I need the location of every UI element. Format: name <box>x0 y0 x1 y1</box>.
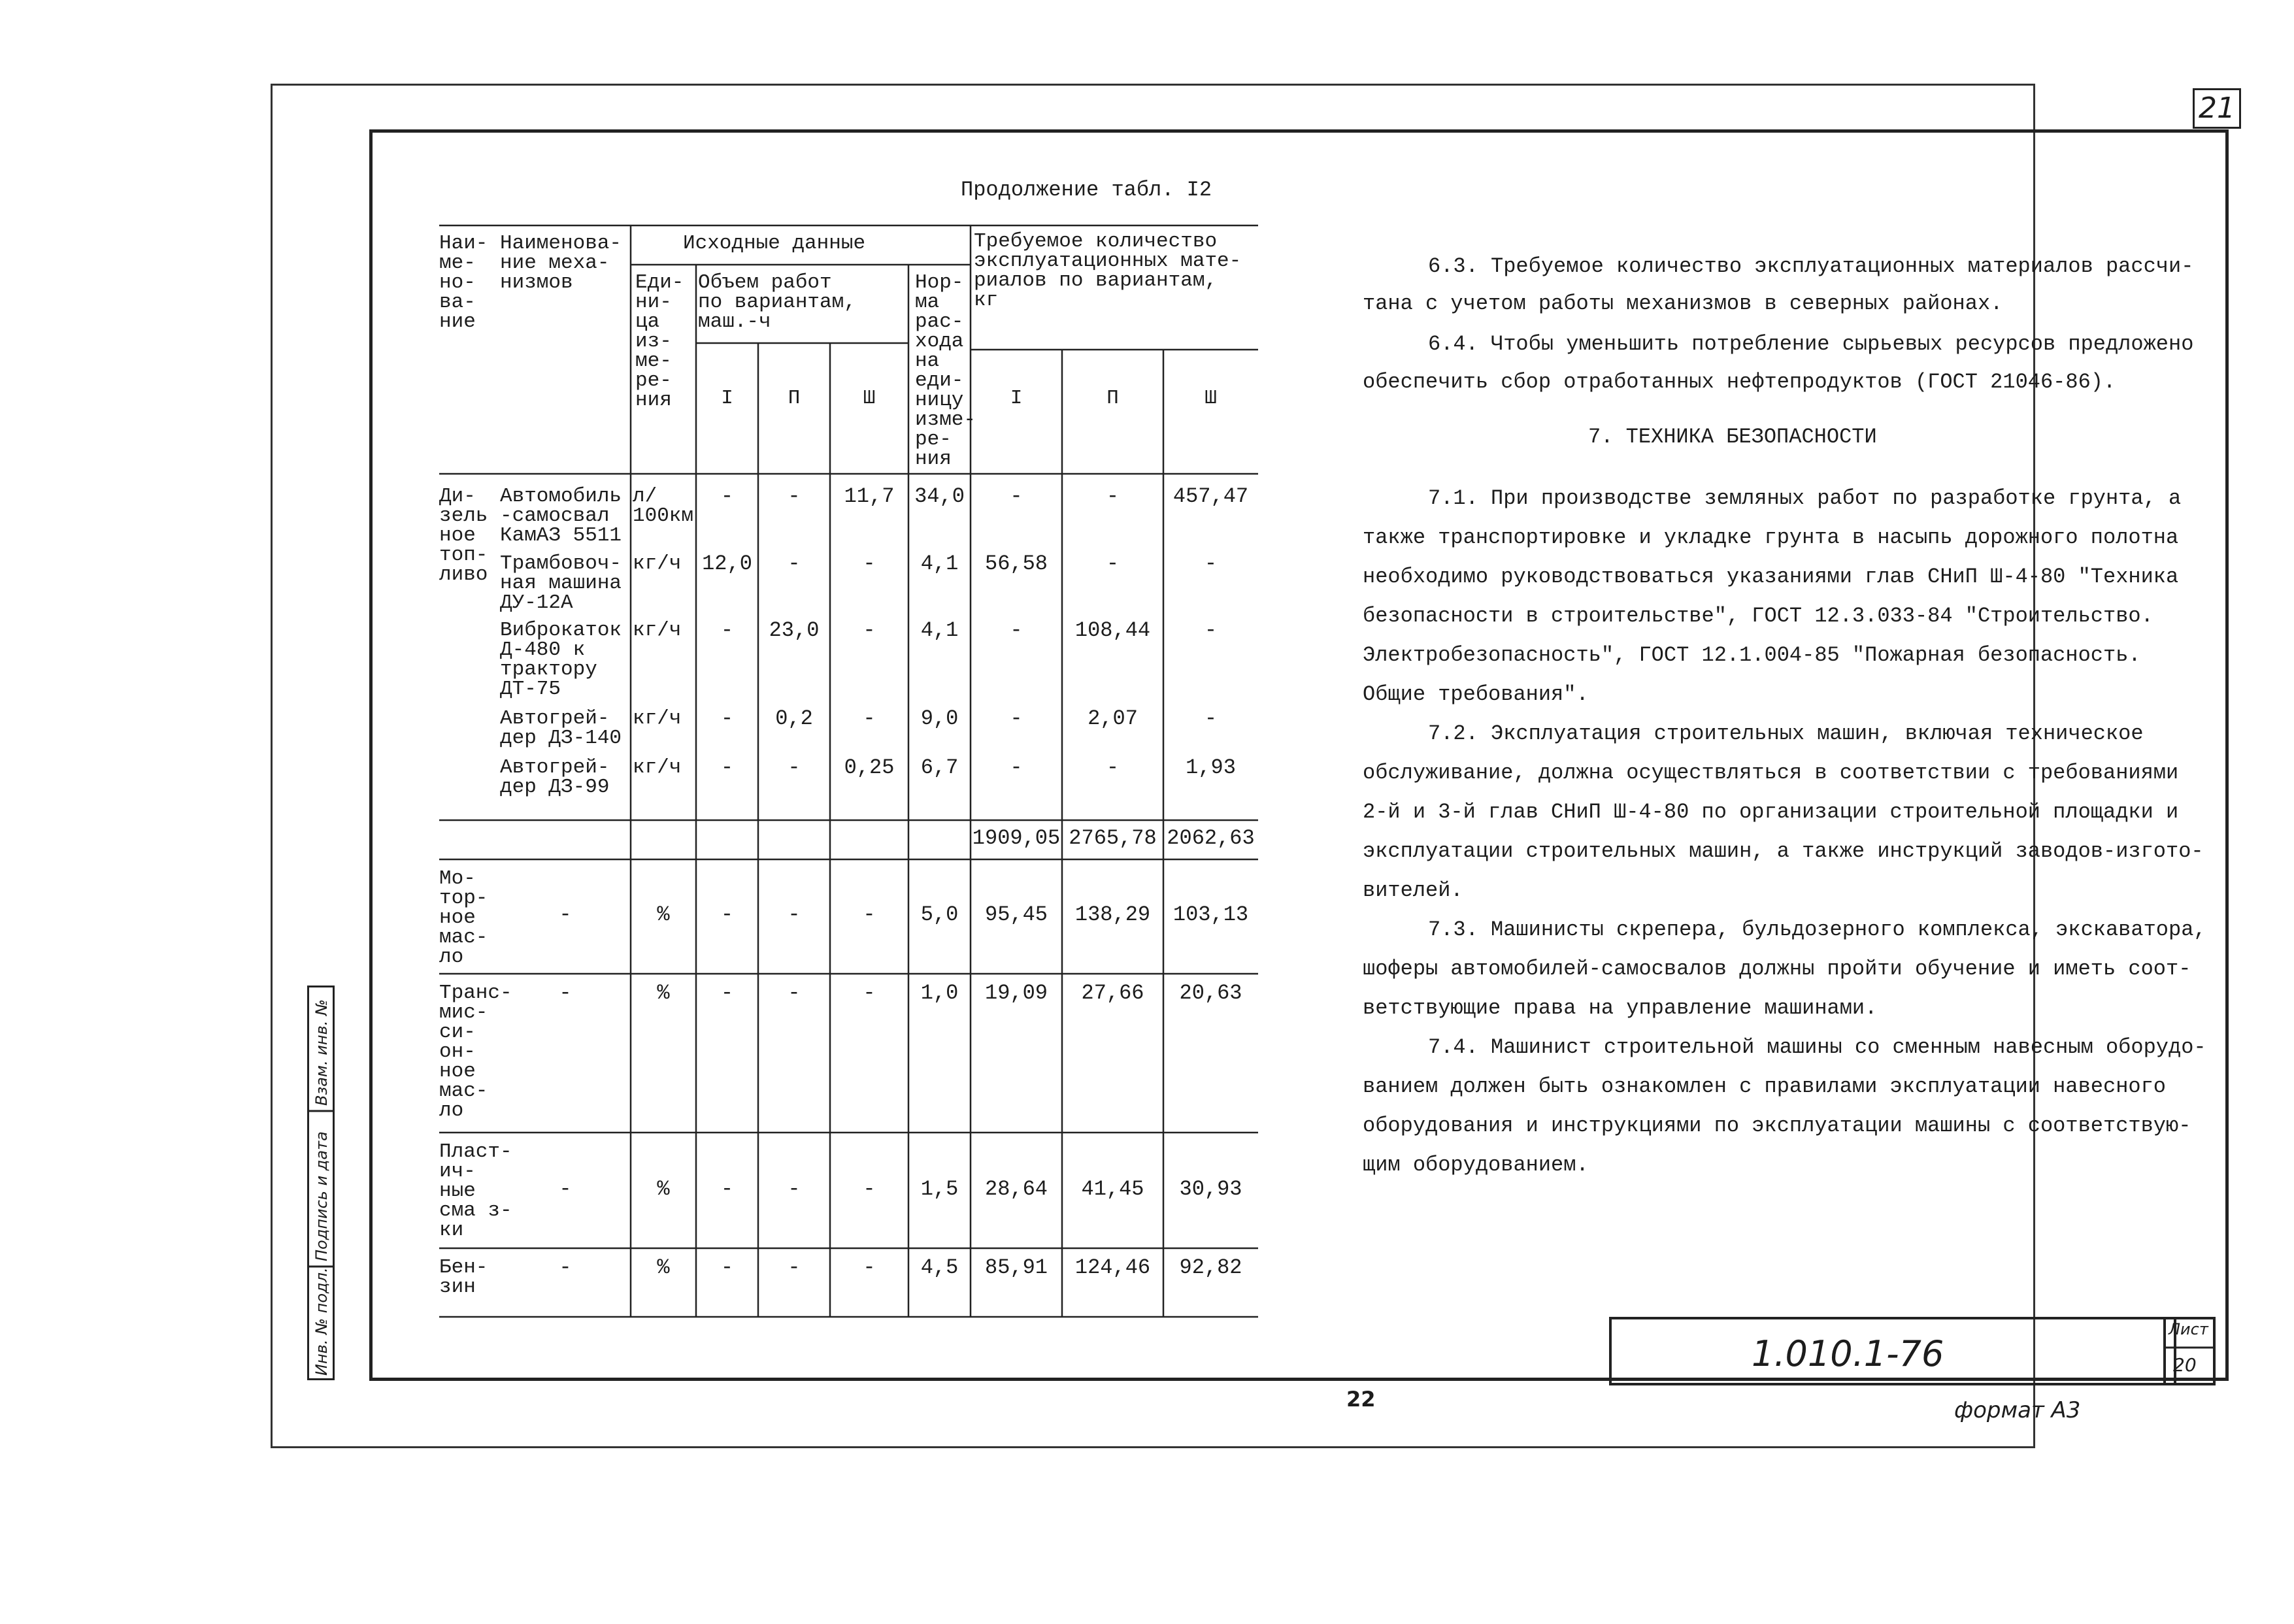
para-7-4-line: 7.4. Машинист строительной машины со сменным навесным оборудо- <box>1428 1035 2206 1059</box>
para-6-4-line2: обеспечить сбор отработанных нефтепродуктов (ГОСТ 21046-86). <box>1363 370 2116 394</box>
other-r2: 138,29 <box>1074 903 1151 927</box>
total-r3: 2062,63 <box>1167 826 1255 850</box>
other-r2: 41,45 <box>1081 1177 1144 1201</box>
row-unit: кг/ч <box>633 619 682 642</box>
doc-code: 1.010.1-76 <box>1752 1333 1944 1374</box>
row-v2: 23,0 <box>769 618 820 642</box>
para-7-4-line: оборудования и инструкциями по эксплуатации машины с соответствую- <box>1363 1114 2191 1138</box>
para-7-1-line: Электробезопасность", ГОСТ 12.1.004-85 "Пожарная безопасность. <box>1363 643 2141 667</box>
row-r2: - <box>1106 484 1120 508</box>
row-norm: 9,0 <box>920 706 959 731</box>
other-mech: - <box>559 903 572 927</box>
row-v2: - <box>788 484 801 508</box>
other-v3: - <box>863 981 876 1005</box>
other-v2: - <box>788 1177 801 1201</box>
row-v3: 11,7 <box>844 484 895 508</box>
row-r1: 56,58 <box>984 552 1048 576</box>
row-v2: 0,2 <box>775 706 813 731</box>
row-v1: 12,0 <box>702 552 752 576</box>
row-unit: кг/ч <box>633 707 682 730</box>
para-6-4-line1: 6.4. Чтобы уменьшить потребление сырьевых ресурсов предложено <box>1428 332 2194 356</box>
para-7-2-line: обслуживание, должна осуществляться в соответствии с требованиями <box>1363 761 2179 785</box>
para-7-3-line: ветствующие права на управление машинами. <box>1363 996 1878 1020</box>
header-v2: П <box>788 387 801 410</box>
para-7-2-line: 7.2. Эксплуатация строительных машин, включая техническое <box>1428 721 2144 746</box>
row-r1: - <box>1010 618 1023 642</box>
row-v3: - <box>863 706 876 731</box>
row-r3: 1,93 <box>1186 755 1236 780</box>
row-r2: - <box>1106 755 1120 780</box>
row-r1: - <box>1010 706 1023 731</box>
other-norm: 1,0 <box>920 981 959 1005</box>
other-v3: - <box>863 1255 876 1280</box>
total-r2: 2765,78 <box>1069 826 1157 850</box>
other-name: Бен- зин <box>439 1256 488 1299</box>
other-v1: - <box>720 1177 734 1201</box>
sheet-number: 20 <box>2173 1354 2197 1376</box>
header-r1: I <box>1010 387 1023 410</box>
other-mech: - <box>559 1177 572 1201</box>
side-label-inv: Инв. № подл. <box>312 1267 331 1376</box>
row-v1: - <box>720 484 734 508</box>
other-norm: 1,5 <box>920 1177 959 1201</box>
para-7-1-line: также транспортировке и укладке грунта в насыпь дорожного полотна <box>1363 525 2179 550</box>
header-source-data: Исходные данные <box>683 232 866 255</box>
header-volume: Объем работ по вариантам, маш.-ч <box>698 271 856 333</box>
header-mechanisms: Наименова- ние меха- низмов <box>500 232 622 294</box>
row-r1: - <box>1010 484 1023 508</box>
other-mech: - <box>559 981 572 1005</box>
total-r1: 1909,05 <box>972 826 1061 850</box>
side-label-replace: Взам. инв. № <box>312 999 331 1106</box>
row-unit: кг/ч <box>633 756 682 779</box>
row-r2: 108,44 <box>1074 618 1151 642</box>
other-v1: - <box>720 1255 734 1280</box>
row-v1: - <box>720 706 734 731</box>
para-7-2-line: 2-й и 3-й глав СНиП Ш-4-80 по организации строительной площадки и <box>1363 800 2179 824</box>
header-r2: П <box>1106 387 1119 410</box>
other-v3: - <box>863 1177 876 1201</box>
para-7-2-line: вителей. <box>1363 878 1463 903</box>
row-r3: 457,47 <box>1172 484 1249 508</box>
other-v2: - <box>788 981 801 1005</box>
row-r3: - <box>1204 706 1218 731</box>
para-7-2-line: эксплуатации строительных машин, а также инструкций заводов-изгото- <box>1363 839 2204 863</box>
other-name: Пласт- ич- ные сма з- ки <box>439 1140 512 1242</box>
row-r2: 2,07 <box>1088 706 1138 731</box>
fuel-name: Ди- зель ное топ- ливо <box>439 485 488 586</box>
row-norm: 4,1 <box>920 552 959 576</box>
format-label: формат А3 <box>1954 1397 2081 1423</box>
table-caption: Продолжение табл. I2 <box>961 178 1212 202</box>
header-name: Наи- ме- но- ва- ние <box>439 232 488 333</box>
other-r1: 19,09 <box>984 981 1048 1005</box>
other-unit: % <box>657 1177 670 1201</box>
para-6-3-line1: 6.3. Требуемое количество эксплуатационных материалов рассчи- <box>1428 254 2194 278</box>
row-v3: 0,25 <box>844 755 895 780</box>
row-mech: Автогрей- дер ДЗ-140 <box>500 707 622 750</box>
row-norm: 4,1 <box>920 618 959 642</box>
other-unit: % <box>657 903 670 927</box>
section-heading-7: 7. ТЕХНИКА БЕЗОПАСНОСТИ <box>1588 425 1877 449</box>
other-v2: - <box>788 1255 801 1280</box>
other-r3: 92,82 <box>1179 1255 1242 1280</box>
row-v2: - <box>788 755 801 780</box>
para-7-1-line: необходимо руководствоваться указаниями глав СНиП Ш-4-80 "Техника <box>1363 565 2179 589</box>
header-v3: Ш <box>863 387 876 410</box>
other-r2: 124,46 <box>1074 1255 1151 1280</box>
row-r3: - <box>1204 552 1218 576</box>
para-7-1-line: безопасности в строительстве", ГОСТ 12.3.033-84 "Строительство. <box>1363 604 2153 628</box>
other-r3: 103,13 <box>1172 903 1249 927</box>
other-norm: 4,5 <box>920 1255 959 1280</box>
row-r1: - <box>1010 755 1023 780</box>
other-r3: 20,63 <box>1179 981 1242 1005</box>
row-v1: - <box>720 755 734 780</box>
para-7-3-line: шоферы автомобилей-самосвалов должны пройти обучение и иметь соот- <box>1363 957 2191 981</box>
row-mech: Виброкаток Д-480 к трактору ДТ-75 <box>500 619 622 701</box>
other-name: Транс- мис- си- он- ное мас- ло <box>439 982 512 1122</box>
other-name: Мо- тор- ное мас- ло <box>439 867 488 969</box>
other-mech: - <box>559 1255 572 1280</box>
corner-number: 21 <box>2193 88 2241 129</box>
other-norm: 5,0 <box>920 903 959 927</box>
other-unit: % <box>657 981 670 1005</box>
row-v3: - <box>863 618 876 642</box>
row-r2: - <box>1106 552 1120 576</box>
header-v1: I <box>721 387 733 410</box>
row-v3: - <box>863 552 876 576</box>
other-unit: % <box>657 1255 670 1280</box>
other-r2: 27,66 <box>1081 981 1144 1005</box>
para-6-3-line2: тана с учетом работы механизмов в северных районах. <box>1363 291 2003 316</box>
other-r1: 28,64 <box>984 1177 1048 1201</box>
page-number: 22 <box>1346 1387 1376 1412</box>
header-r3: Ш <box>1205 387 1217 410</box>
row-v1: - <box>720 618 734 642</box>
row-unit: л/ 100км <box>633 485 694 527</box>
para-7-4-line: щим оборудованием. <box>1363 1153 1589 1177</box>
para-7-3-line: 7.3. Машинисты скрепера, бульдозерного комплекса, экскаватора, <box>1428 918 2206 942</box>
other-v1: - <box>720 981 734 1005</box>
row-mech: Автомобиль -самосвал КамАЗ 5511 <box>500 485 622 547</box>
row-r3: - <box>1204 618 1218 642</box>
row-mech: Трамбовоч- ная машина ДУ-12А <box>500 552 622 614</box>
header-required: Требуемое количество эксплуатационных мате- риалов по вариантам, кг <box>974 230 1242 312</box>
row-mech: Автогрей- дер ДЗ-99 <box>500 756 610 799</box>
row-norm: 6,7 <box>920 755 959 780</box>
sheet-label: Лист <box>2169 1320 2208 1338</box>
row-norm: 34,0 <box>914 484 965 508</box>
other-v1: - <box>720 903 734 927</box>
other-v2: - <box>788 903 801 927</box>
para-7-4-line: ванием должен быть ознакомлен с правилами эксплуатации навесного <box>1363 1074 2166 1099</box>
side-label-sign: Подпись и дата <box>312 1131 331 1261</box>
para-7-1-line: Общие требования". <box>1363 682 1589 706</box>
para-7-1-line: 7.1. При производстве земляных работ по разработке грунта, а <box>1428 486 2182 510</box>
row-unit: кг/ч <box>633 552 682 575</box>
header-unit: Еди- ни- ца из- ме- ре- ния <box>635 271 684 412</box>
row-v2: - <box>788 552 801 576</box>
other-r1: 85,91 <box>984 1255 1048 1280</box>
other-r1: 95,45 <box>984 903 1048 927</box>
other-r3: 30,93 <box>1179 1177 1242 1201</box>
header-norm: Нор- ма рас- хода на еди- ницу изме- ре- ния <box>915 271 976 471</box>
other-v3: - <box>863 903 876 927</box>
